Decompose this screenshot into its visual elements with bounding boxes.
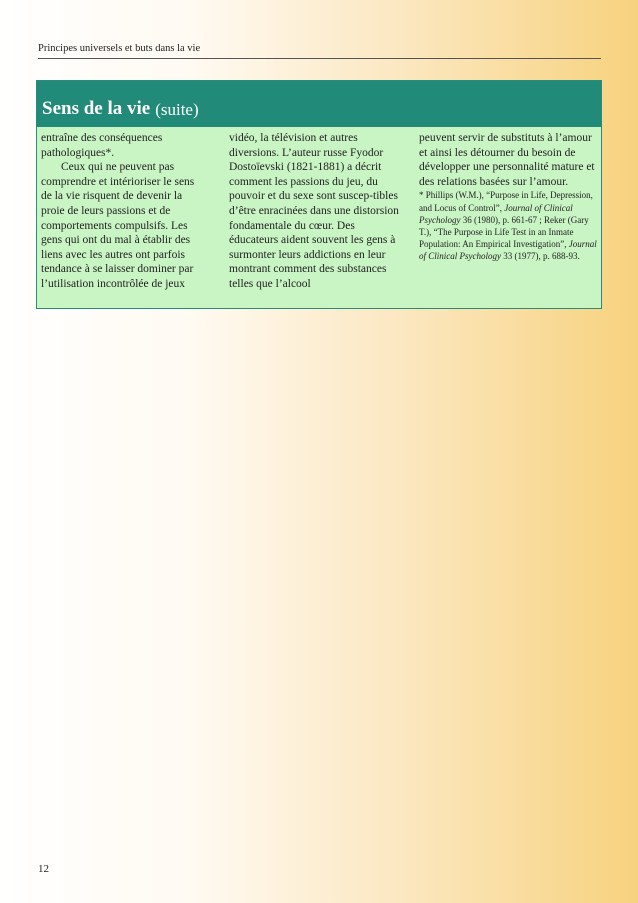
- journal-title: Journal of Clinical Psychology: [419, 202, 573, 225]
- footnote-text: 36 (1980), p. 661-67 ; Reker (Gary T.), “The Purpose in Life Test in an Inmate Population: An Empirical Investigation”,: [419, 214, 589, 250]
- box-title-suffix: (suite): [155, 100, 199, 119]
- running-header: Principes universels et buts dans la vie: [38, 43, 201, 54]
- column-2: [229, 131, 402, 292]
- footnote-text: 33 (1977), p. 688-93.: [500, 251, 580, 262]
- paragraph: Ceux qui ne peuvent pas comprendre et intérioriser le sens de la vie risquent de devenir la proie de leurs passions et de comportements compulsifs. Les gens qui ont du mal à établir des liens avec les autres ont parfois tendance à se laisser dominer par l’utilisation incontrôlée de jeux: [41, 161, 195, 290]
- paragraph: vidéo, la télévision et autres diversions. L’auteur russe Fyodor Dostoïevski (1821-1881) a décrit comment les passions du jeu, du pouvoir et du sexe sont suscep-tibles d’être enracinées dans une distorsion fondamentale du cœur. Des éducateurs aident souvent les gens à surmonter leurs addictions en leur montrant comment des substances telles que l’alcool: [229, 132, 399, 290]
- header-rule: [38, 58, 601, 59]
- paragraph: entraîne des conséquences pathologiques*.: [41, 132, 163, 159]
- column-3: [419, 131, 597, 263]
- paragraph: peuvent servir de substituts à l’amour et ainsi les détourner du besoin de développer une personnalité mature et des relations basées sur l’amour.: [419, 132, 595, 188]
- journal-title: Journal of Clinical Psychology: [419, 239, 597, 262]
- footnote-text: * Phillips (W.M.), “Purpose in Life, Depression, and Locus of Control”,: [419, 190, 593, 213]
- box-title: Sens de la vie: [42, 98, 151, 119]
- page-number: 12: [38, 863, 49, 875]
- footnote: [419, 189, 597, 262]
- column-1: [41, 131, 204, 292]
- box-header: [37, 81, 601, 127]
- sidebar-box: [36, 80, 602, 309]
